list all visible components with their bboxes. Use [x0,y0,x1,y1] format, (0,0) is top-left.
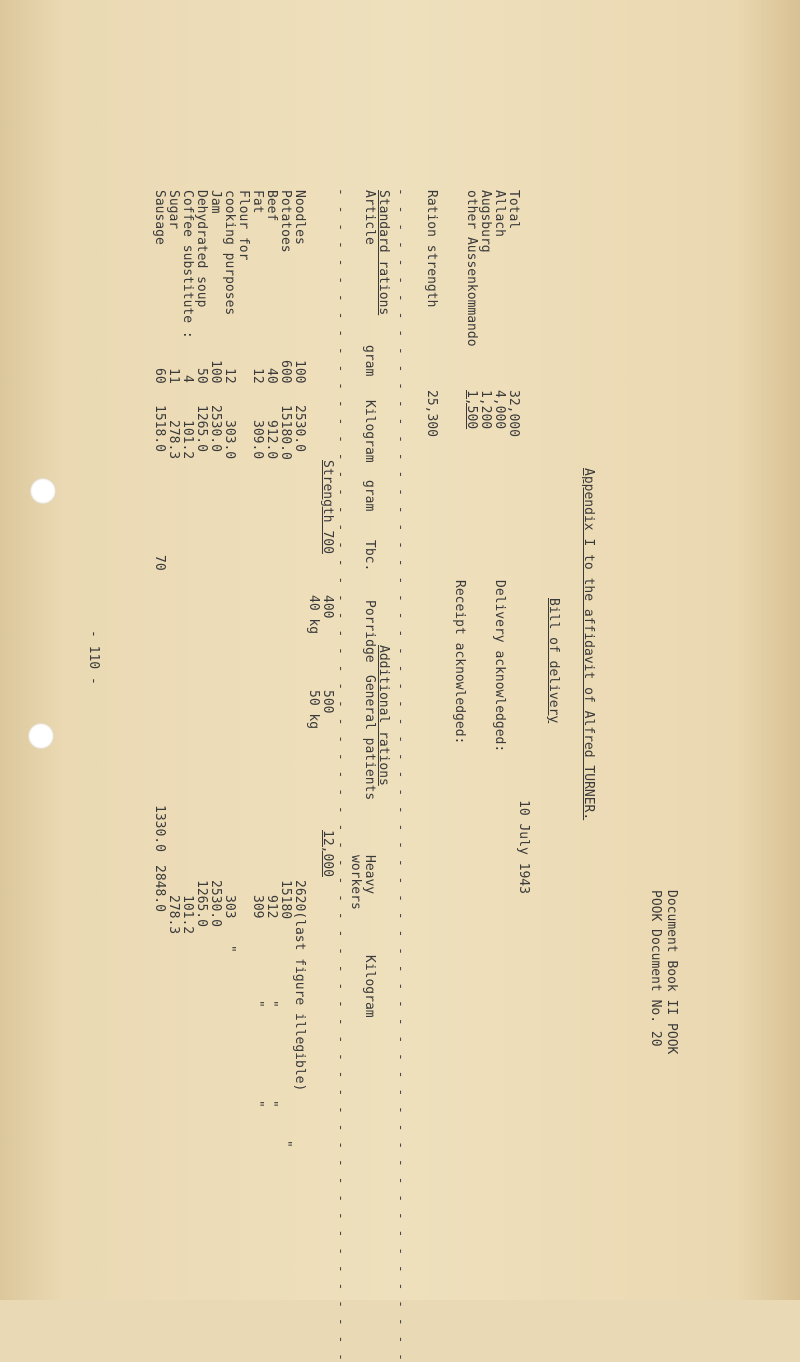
strength-value-total: 32,000 [506,390,521,437]
row-kg: 101.2 [180,420,195,460]
row-kg: 278.3 [166,420,181,460]
strength-12000: 12,000 [320,830,335,877]
document-number: POOK Document No. 20 [648,890,663,1047]
row-article: Sugar [166,190,181,230]
row-gram: 40 [264,368,279,384]
row-gram: 12 [222,368,237,384]
row-gram: 50 [194,368,209,384]
row-kg: 2530.0 [208,405,223,452]
strength-700-label: Strength 700 [320,460,335,554]
kg-40: 40 kg [306,595,321,635]
row-ditto: " [264,1100,279,1108]
row-ditto: " [222,945,237,953]
strength-value-allach: 4,000 [492,390,507,430]
row-article: Coffee substitute : [180,190,195,339]
strength-label-augsburg: Augsburg [478,190,493,253]
separator-line-2: - - - - - - - - - - - - - - - - - - - - - - - - - - - - - - - - - - - - - - - - - - - - - - - - - - - - - - - - - - - - - - - - - - - [333,188,348,1362]
row-gram: 100 [208,360,223,384]
additional-rations-header: Additional rations [376,645,391,786]
row-total: 912 [264,895,279,919]
row-gram: 4 [180,375,195,383]
row-kg: 15180.0 [278,405,293,460]
separator-line-1: - - - - - - - - - - - - - - - - - - - - - - - - - - - - - - - - - - - - - - - - - - - - - - - - - - - - - - - - - - - - - - - - - - - [393,188,408,1362]
row-total: 303 [222,895,237,919]
row-ditto: " [264,1000,279,1008]
row-kg: 303.0 [222,420,237,460]
col-tbc: Tbc. [362,540,377,572]
row-ditto: " [250,1000,265,1008]
strength-label-other: other Aussenkommando [464,190,479,347]
row-total: 1265.0 [194,880,209,927]
row-article: Dehydrated soup [194,190,209,308]
col-kilogram: Kilogram [362,400,377,463]
row-kg: 912.0 [264,420,279,460]
row-gram: 600 [278,360,293,384]
kg-50: 50 kg [306,690,321,730]
row-heavy-kg: 1330.0 [152,805,167,852]
bill-of-delivery-title: Bill of delivery [546,598,561,724]
col-heavy: Heavy [362,855,377,895]
row-total: 101.2 [180,895,195,935]
row-article: Flour for [236,190,251,261]
col-kilogram-2: Kilogram [362,955,377,1018]
strength-400: 400 [320,595,335,619]
row-kg: 309.0 [250,420,265,460]
document-book-label: Document Book II POOK [664,890,679,1055]
col-workers: workers [348,855,363,910]
row-gram: 100 [292,360,307,384]
appendix-title: Appendix I to the affidavit of Alfred TURNER. [581,468,596,821]
col-porridge: Porridge [362,600,377,663]
standard-rations-header: Standard rations [376,190,391,316]
row-total: 15180 [278,880,293,920]
ration-strength-value: 25,300 [424,390,439,437]
row-ditto: " [250,1100,265,1108]
receipt-acknowledged: Receipt acknowledged: [452,580,467,745]
row-gram: 60 [152,368,167,384]
row-kg: 2530.0 [292,405,307,452]
row-total: 309 [250,895,265,919]
row-kg: 1518.0 [152,405,167,452]
row-article: Sausage [152,190,167,245]
row-ditto: " [278,1140,293,1148]
document-date: 10 July 1943 [516,800,531,894]
strength-value-other: 1,500 [464,390,479,430]
delivery-acknowledged: Delivery acknowledged: [492,580,507,753]
strength-label-total: Total [506,190,521,230]
row-total: 2530.0 [208,880,223,927]
strength-label-allach: Allach [492,190,507,237]
col-article: Article [362,190,377,245]
row-article: Noodles [292,190,307,245]
row-article: Fat [250,190,265,214]
row-article: cooking purposes [222,190,237,316]
row-heavy: 70 [152,555,167,571]
row-total: 2620(last figure illegible) [292,880,307,1092]
col-gram: gram [362,345,377,377]
strength-value-augsburg: 1,200 [478,390,493,430]
row-article: Potatoes [278,190,293,253]
col-general-patients: General patients [362,675,377,801]
ration-strength-label: Ration strength [424,190,439,308]
page-number: - 110 - [86,630,101,685]
strength-500: 500 [320,690,335,714]
row-article: Beef [264,190,279,222]
row-total: 2848.0 [152,865,167,912]
row-gram: 11 [166,368,181,384]
row-gram: 12 [250,368,265,384]
row-total: 278.3 [166,895,181,935]
row-article: Jam [208,190,223,214]
row-kg: 1265.0 [194,405,209,452]
col-gram-2: gram [362,480,377,512]
